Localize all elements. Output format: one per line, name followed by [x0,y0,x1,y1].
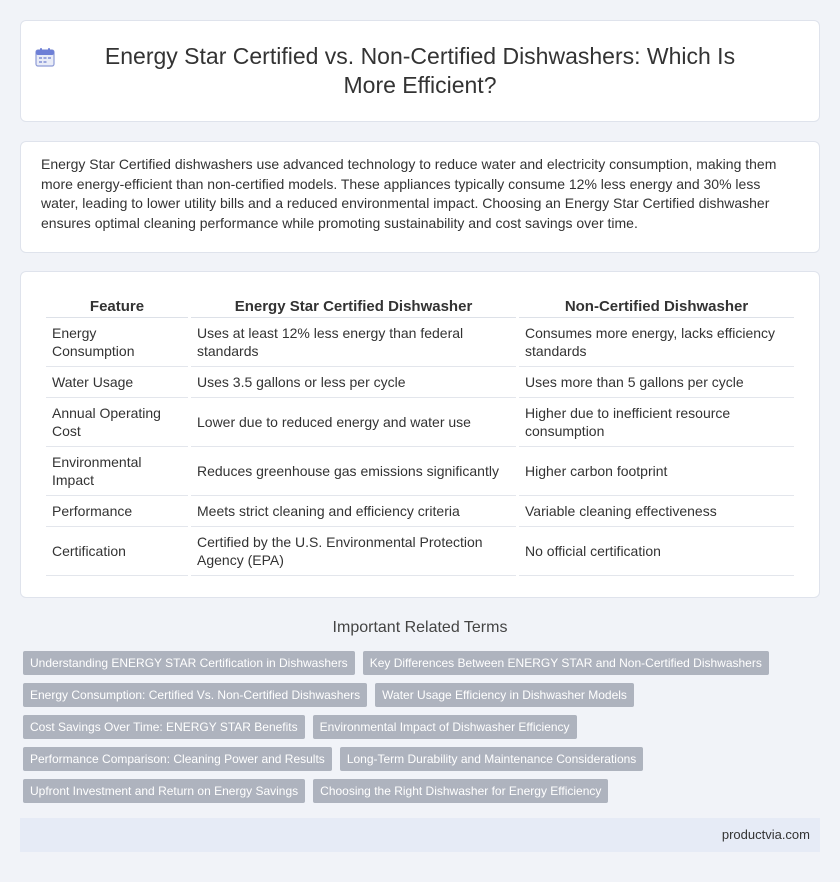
table-row [46,447,794,496]
certified-cell: Uses 3.5 gallons or less per cycle [191,367,516,398]
non-certified-cell: Consumes more energy, lacks efficiency standards [519,318,794,367]
table-row [46,398,794,447]
calendar-icon [35,47,55,67]
footer-site-link[interactable]: productvia.com [721,827,810,842]
feature-cell: Water Usage [46,367,188,398]
feature-cell: Energy Consumption [46,318,188,367]
tag-row [23,747,823,771]
header-inner [81,42,759,100]
tag-row [23,651,823,675]
non-certified-cell: Higher due to inefficient resource consumption [519,398,794,447]
certified-cell: Reduces greenhouse gas emissions significantly [191,447,516,496]
comparison-table [43,292,797,576]
tag-row [23,715,823,739]
feature-cell: Performance [46,496,188,527]
related-term-tag[interactable]: Performance Comparison: Cleaning Power and Results [23,747,332,771]
table-row [46,496,794,527]
feature-cell: Certification [46,527,188,576]
header-certified: Energy Star Certified Dishwasher [191,292,516,318]
header-feature: Feature [46,292,188,318]
related-term-tag[interactable]: Key Differences Between ENERGY STAR and Non-Certified Dishwashers [363,651,769,675]
comparison-table-card [20,271,820,598]
related-term-tag[interactable]: Understanding ENERGY STAR Certification in Dishwashers [23,651,355,675]
certified-cell: Uses at least 12% less energy than federal standards [191,318,516,367]
related-term-tag[interactable]: Upfront Investment and Return on Energy Savings [23,779,305,803]
table-row [46,527,794,576]
certified-cell: Lower due to reduced energy and water use [191,398,516,447]
related-terms-list [23,651,823,811]
related-terms-title: Important Related Terms [332,619,508,636]
non-certified-cell: Variable cleaning effectiveness [519,496,794,527]
certified-cell: Certified by the U.S. Environmental Protection Agency (EPA) [191,527,516,576]
feature-cell: Environmental Impact [46,447,188,496]
intro-text: Energy Star Certified dishwashers use advanced technology to reduce water and electricity consumption, making them more energy-efficient than non-certified models. These appliances typically consume 12% less energy and 30% less water, leading to lower utility bills and a reduced environmental impact. Choosing an Energy Star Certified dishwasher ensures optimal cleaning performance while promoting sustainability and cost savings over time. [41,156,777,231]
related-term-tag[interactable]: Environmental Impact of Dishwasher Efficiency [313,715,577,739]
footer [20,818,820,852]
page-title: Energy Star Certified vs. Non-Certified Dishwashers: Which Is More Efficient? [104,43,736,98]
non-certified-cell: No official certification [519,527,794,576]
header-card [20,20,820,122]
tag-row [23,779,823,803]
related-term-tag[interactable]: Cost Savings Over Time: ENERGY STAR Benefits [23,715,305,739]
tag-row [23,683,823,707]
intro-card [20,141,820,253]
table-row [46,367,794,398]
related-term-tag[interactable]: Energy Consumption: Certified Vs. Non-Certified Dishwashers [23,683,367,707]
non-certified-cell: Uses more than 5 gallons per cycle [519,367,794,398]
related-term-tag[interactable]: Long-Term Durability and Maintenance Considerations [340,747,644,771]
header-non-certified: Non-Certified Dishwasher [519,292,794,318]
table-header-row [46,292,794,318]
certified-cell: Meets strict cleaning and efficiency criteria [191,496,516,527]
feature-cell: Annual Operating Cost [46,398,188,447]
table-row [46,318,794,367]
related-term-tag[interactable]: Choosing the Right Dishwasher for Energy Efficiency [313,779,608,803]
non-certified-cell: Higher carbon footprint [519,447,794,496]
related-term-tag[interactable]: Water Usage Efficiency in Dishwasher Models [375,683,634,707]
